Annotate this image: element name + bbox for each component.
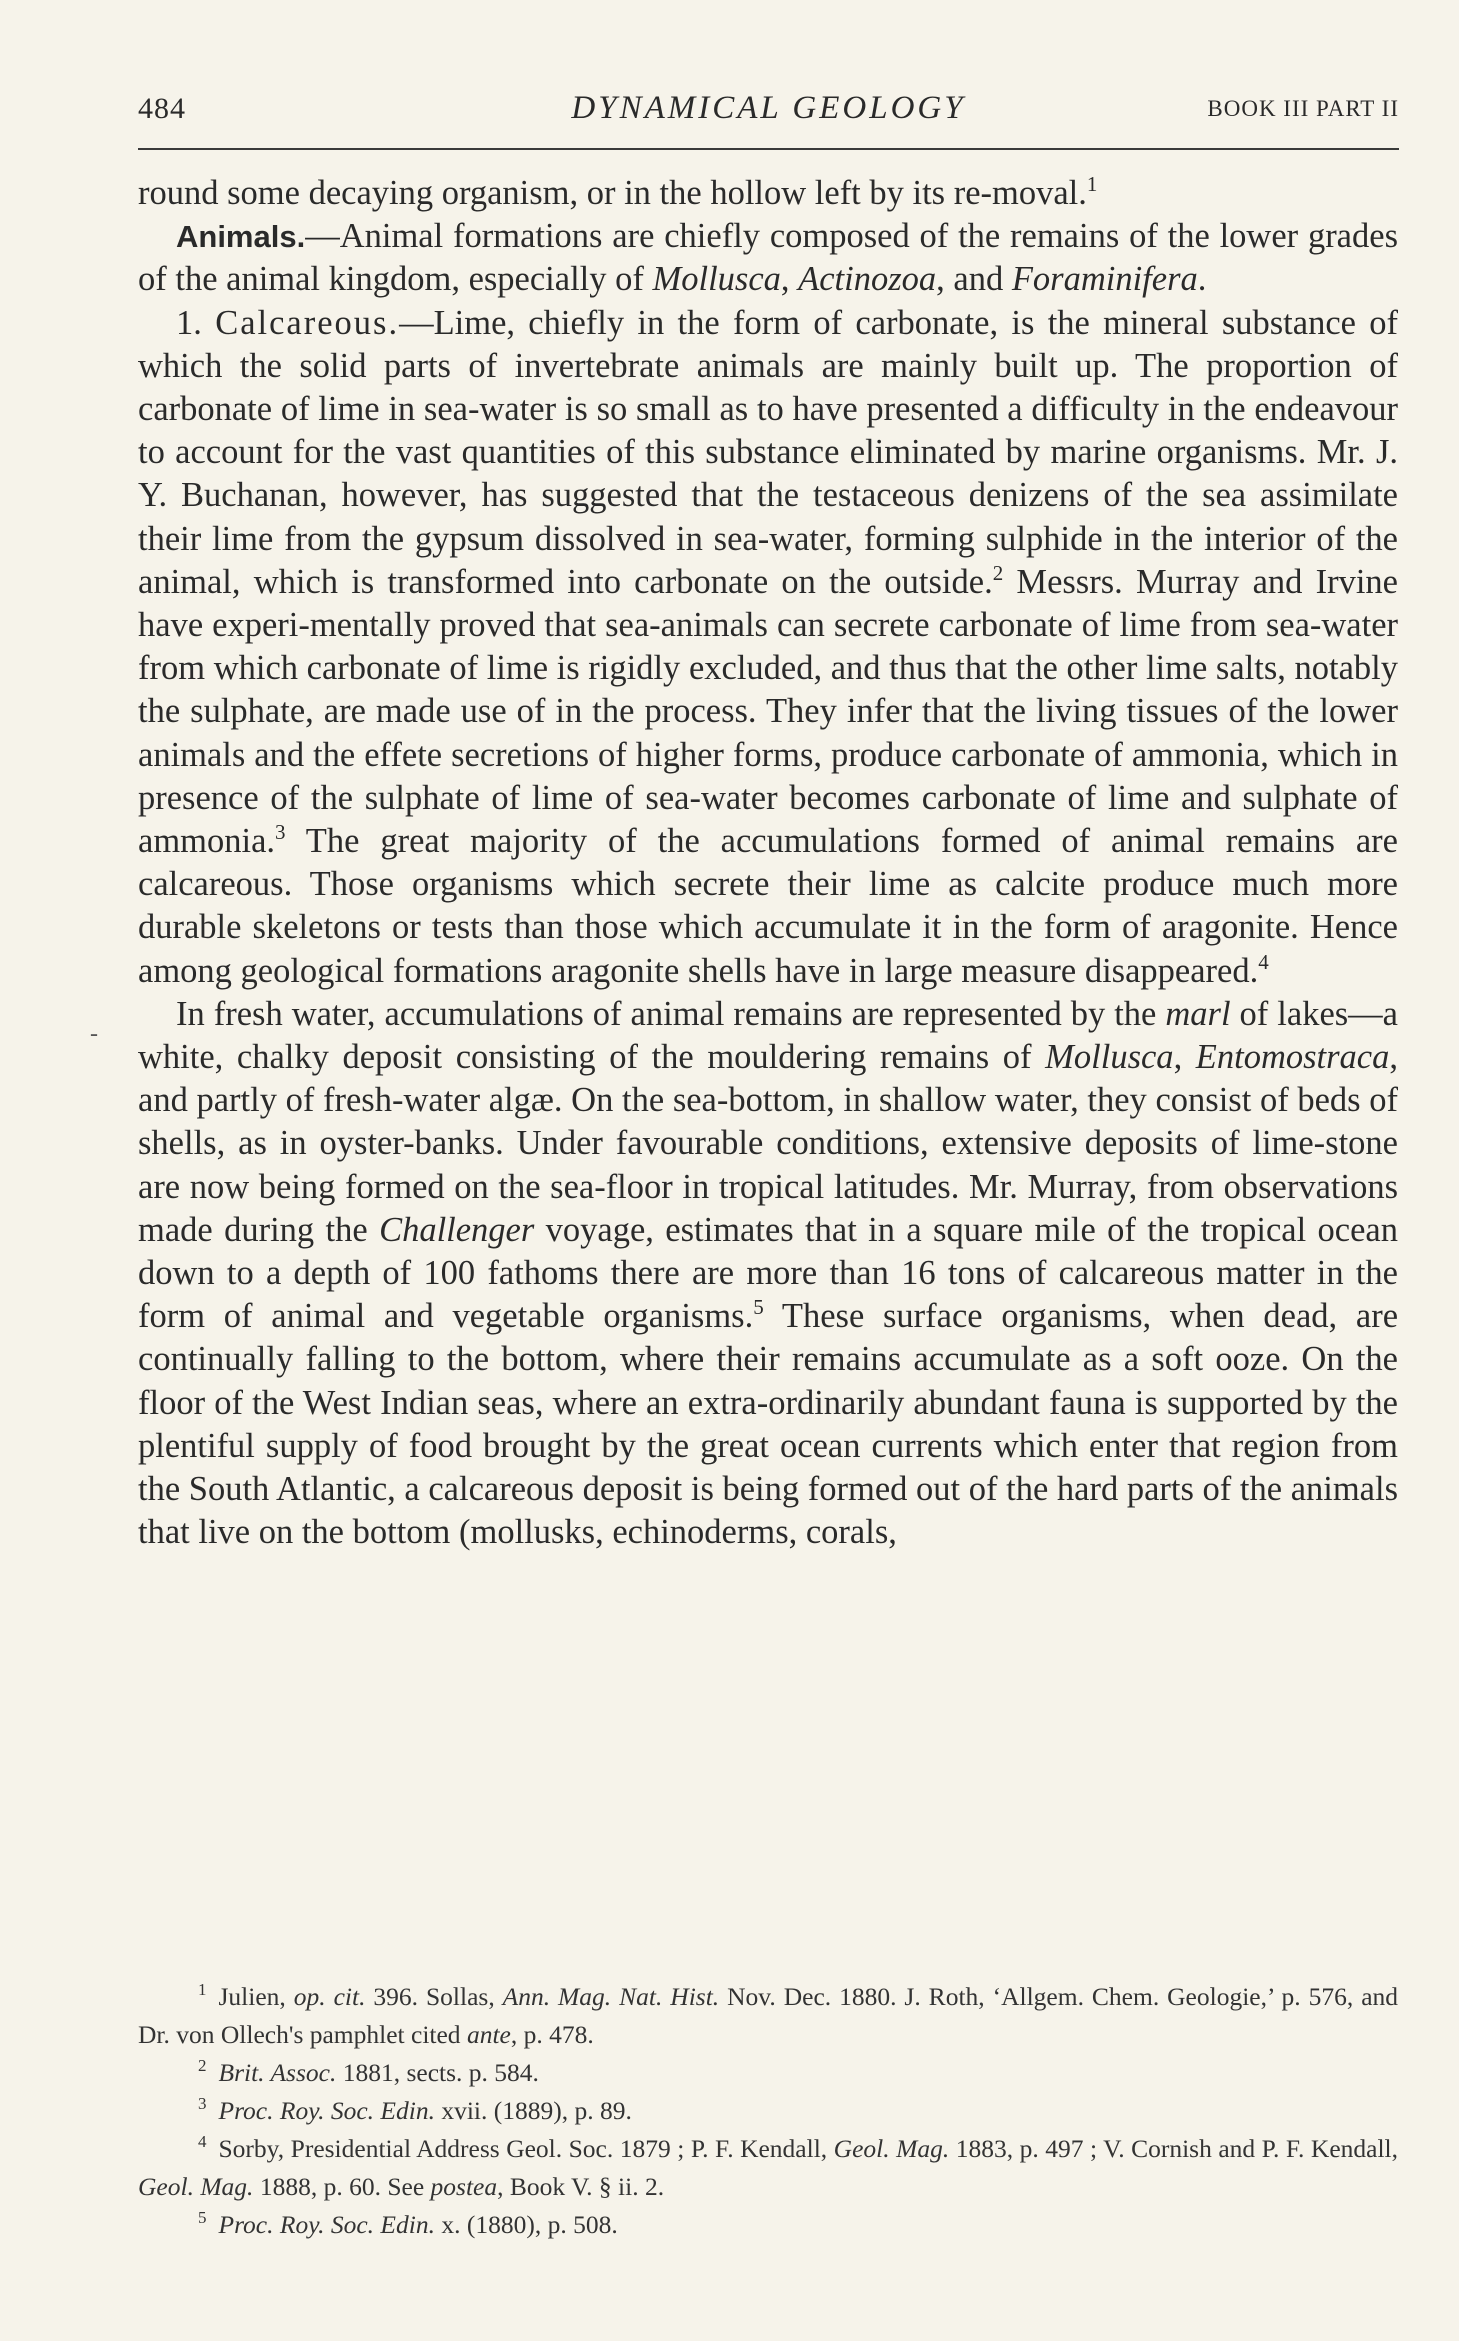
- footnote-text: Proc. Roy. Soc. Edin.: [218, 2210, 435, 2239]
- footnote-text: 1883, p. 497 ; V. Cornish and P. F. Kendall,: [949, 2134, 1398, 2163]
- footnote-mark: 3: [198, 2094, 207, 2113]
- footnote-text: Proc. Roy. Soc. Edin.: [218, 2096, 435, 2125]
- footnote-mark: 5: [198, 2208, 207, 2227]
- footnote: [138, 2206, 1398, 2244]
- footnote-ref: 5: [753, 1295, 764, 1320]
- footnote-text: Ann. Mag. Nat. Hist.: [502, 1982, 720, 2011]
- footnote-mark: 2: [198, 2056, 207, 2075]
- footnote: [138, 2054, 1398, 2092]
- footnote-text: Nov. Dec. 1880. J. Roth, ‘Allgem. Chem. Geologie,’ p. 576, and Dr. von Ollech's pamphlet cited: [138, 1982, 1399, 2049]
- footnote-text: 396. Sollas,: [365, 1982, 503, 2011]
- book-part-label: BOOK III PART II: [1207, 96, 1399, 121]
- margin-mark: -: [90, 1021, 98, 1047]
- paragraph-fresh-water: In fresh water, accumulations of animal remains are represented by the marl of lakes—a white, chalky deposit consisting of the mouldering remains of Mollusca, Entomostraca, and partly of fresh-water algæ. On the sea-bottom, in shallow water, they consist of beds of shells, as in oyster-banks. Under favourable conditions, extensive deposits of lime-stone are now being formed on the sea-floor in tropical latitudes. Mr. Murray, from observations made during the Challenger voyage, estimates that in a square mile of the tropical ocean down to a depth of 100 fathoms there are more than 16 tons of calcareous matter in the form of animal and vegetable organisms.$^5$ These surface organisms, when dead, are continually falling to the bottom, where their remains accumulate as a soft ooze. On the floor of the West Indian seas, where an extra-ordinarily abundant fauna is supported by the plentiful supply of food brought by the great ocean currents which enter that region from the South Atlantic, a calcareous deposit is being formed out of the hard parts of the animals that live on the bottom (mollusks, echinoderms, corals,: [138, 994, 1399, 1552]
- footnote-text: Geol. Mag.: [138, 2172, 254, 2201]
- paragraph-calcareous: 1. Calcareous.—Lime, chiefly in the form of carbonate, is the mineral substance of which the solid parts of invertebrate animals are mainly built up. The proportion of carbonate of lime in sea-water is so small as to have presented a difficulty in the endeavour to account for the vast quantities of this substance eliminated by marine organisms. Mr. J. Y. Buchanan, however, has suggested that the testaceous denizens of the sea assimilate their lime from the gypsum dissolved in sea-water, forming sulphide in the interior of the animal, which is transformed into carbonate on the outside.$^2$ Messrs. Murray and Irvine have experi-mentally proved that sea-animals can secrete carbonate of lime from sea-water from which carbonate of lime is rigidly excluded, and thus that the other lime salts, notably the sulphate, are made use of in the process. They infer that the living tissues of the lower animals and the effete secretions of higher forms, produce carbonate of ammonia, which in presence of the sulphate of lime of sea-water becomes carbonate of lime and sulphate of ammonia.$^3$ The great majority of the accumulations formed of animal remains are calcareous. Those organisms which secrete their lime as calcite produce much more durable skeletons or tests than those which accumulate it in the form of aragonite. Hence among geological formations aragonite shells have in large measure disappeared.$^4$: [138, 303, 1398, 990]
- section-heading-animals: Animals.: [176, 219, 306, 255]
- footnote: [138, 2130, 1398, 2206]
- paragraph-continuation: round some decaying organism, or in the hollow left by its re-moval.$^1$: [138, 172, 1098, 212]
- footnote: [138, 1978, 1398, 2054]
- section-heading-calcareous: Calcareous.: [215, 303, 400, 342]
- page-number: 484: [138, 92, 186, 125]
- footnote-ref: 4: [1258, 949, 1269, 974]
- footnote-text: 1888, p. 60. See: [253, 2172, 431, 2201]
- page-header: [138, 84, 1399, 140]
- footnote: [138, 2092, 1398, 2130]
- footnote-text: ante: [466, 2020, 511, 2049]
- footnote-text: postea: [430, 2172, 498, 2201]
- footnote-ref: 2: [992, 560, 1004, 585]
- footnote-text: , Book V. § ii. 2.: [497, 2172, 665, 2201]
- footnote-text: x. (1880), p. 508.: [434, 2210, 618, 2239]
- footnote-text: Julien,: [218, 1982, 294, 2011]
- footnote-text: Sorby, Presidential Address Geol. Soc. 1879 ; P. F. Kendall,: [218, 2134, 834, 2163]
- footnote-text: op. cit.: [293, 1982, 366, 2011]
- running-title: DYNAMICAL GEOLOGY: [571, 90, 966, 126]
- footnote-text: Geol. Mag.: [833, 2134, 950, 2163]
- footnote-text: , p. 478.: [510, 2020, 594, 2049]
- header-rule: [138, 148, 1399, 150]
- footnote-ref: 1: [1086, 172, 1098, 196]
- footnote-ref: 3: [275, 820, 286, 845]
- footnote-text: 1881, sects. p. 584.: [336, 2058, 539, 2087]
- main-text: [138, 172, 1398, 1555]
- footnote-mark: 1: [198, 1980, 207, 1999]
- footnote-text: xvii. (1889), p. 89.: [434, 2096, 632, 2125]
- paragraph-animals: Animals.—Animal formations are chiefly composed of the remains of the lower grades of the animal kingdom, especially of Mollusca, Actinozoa, and Foraminifera.: [138, 217, 1398, 299]
- footnote-mark: 4: [198, 2132, 207, 2151]
- footnote-text: Brit. Assoc.: [218, 2058, 337, 2087]
- footnotes: [138, 1978, 1398, 2244]
